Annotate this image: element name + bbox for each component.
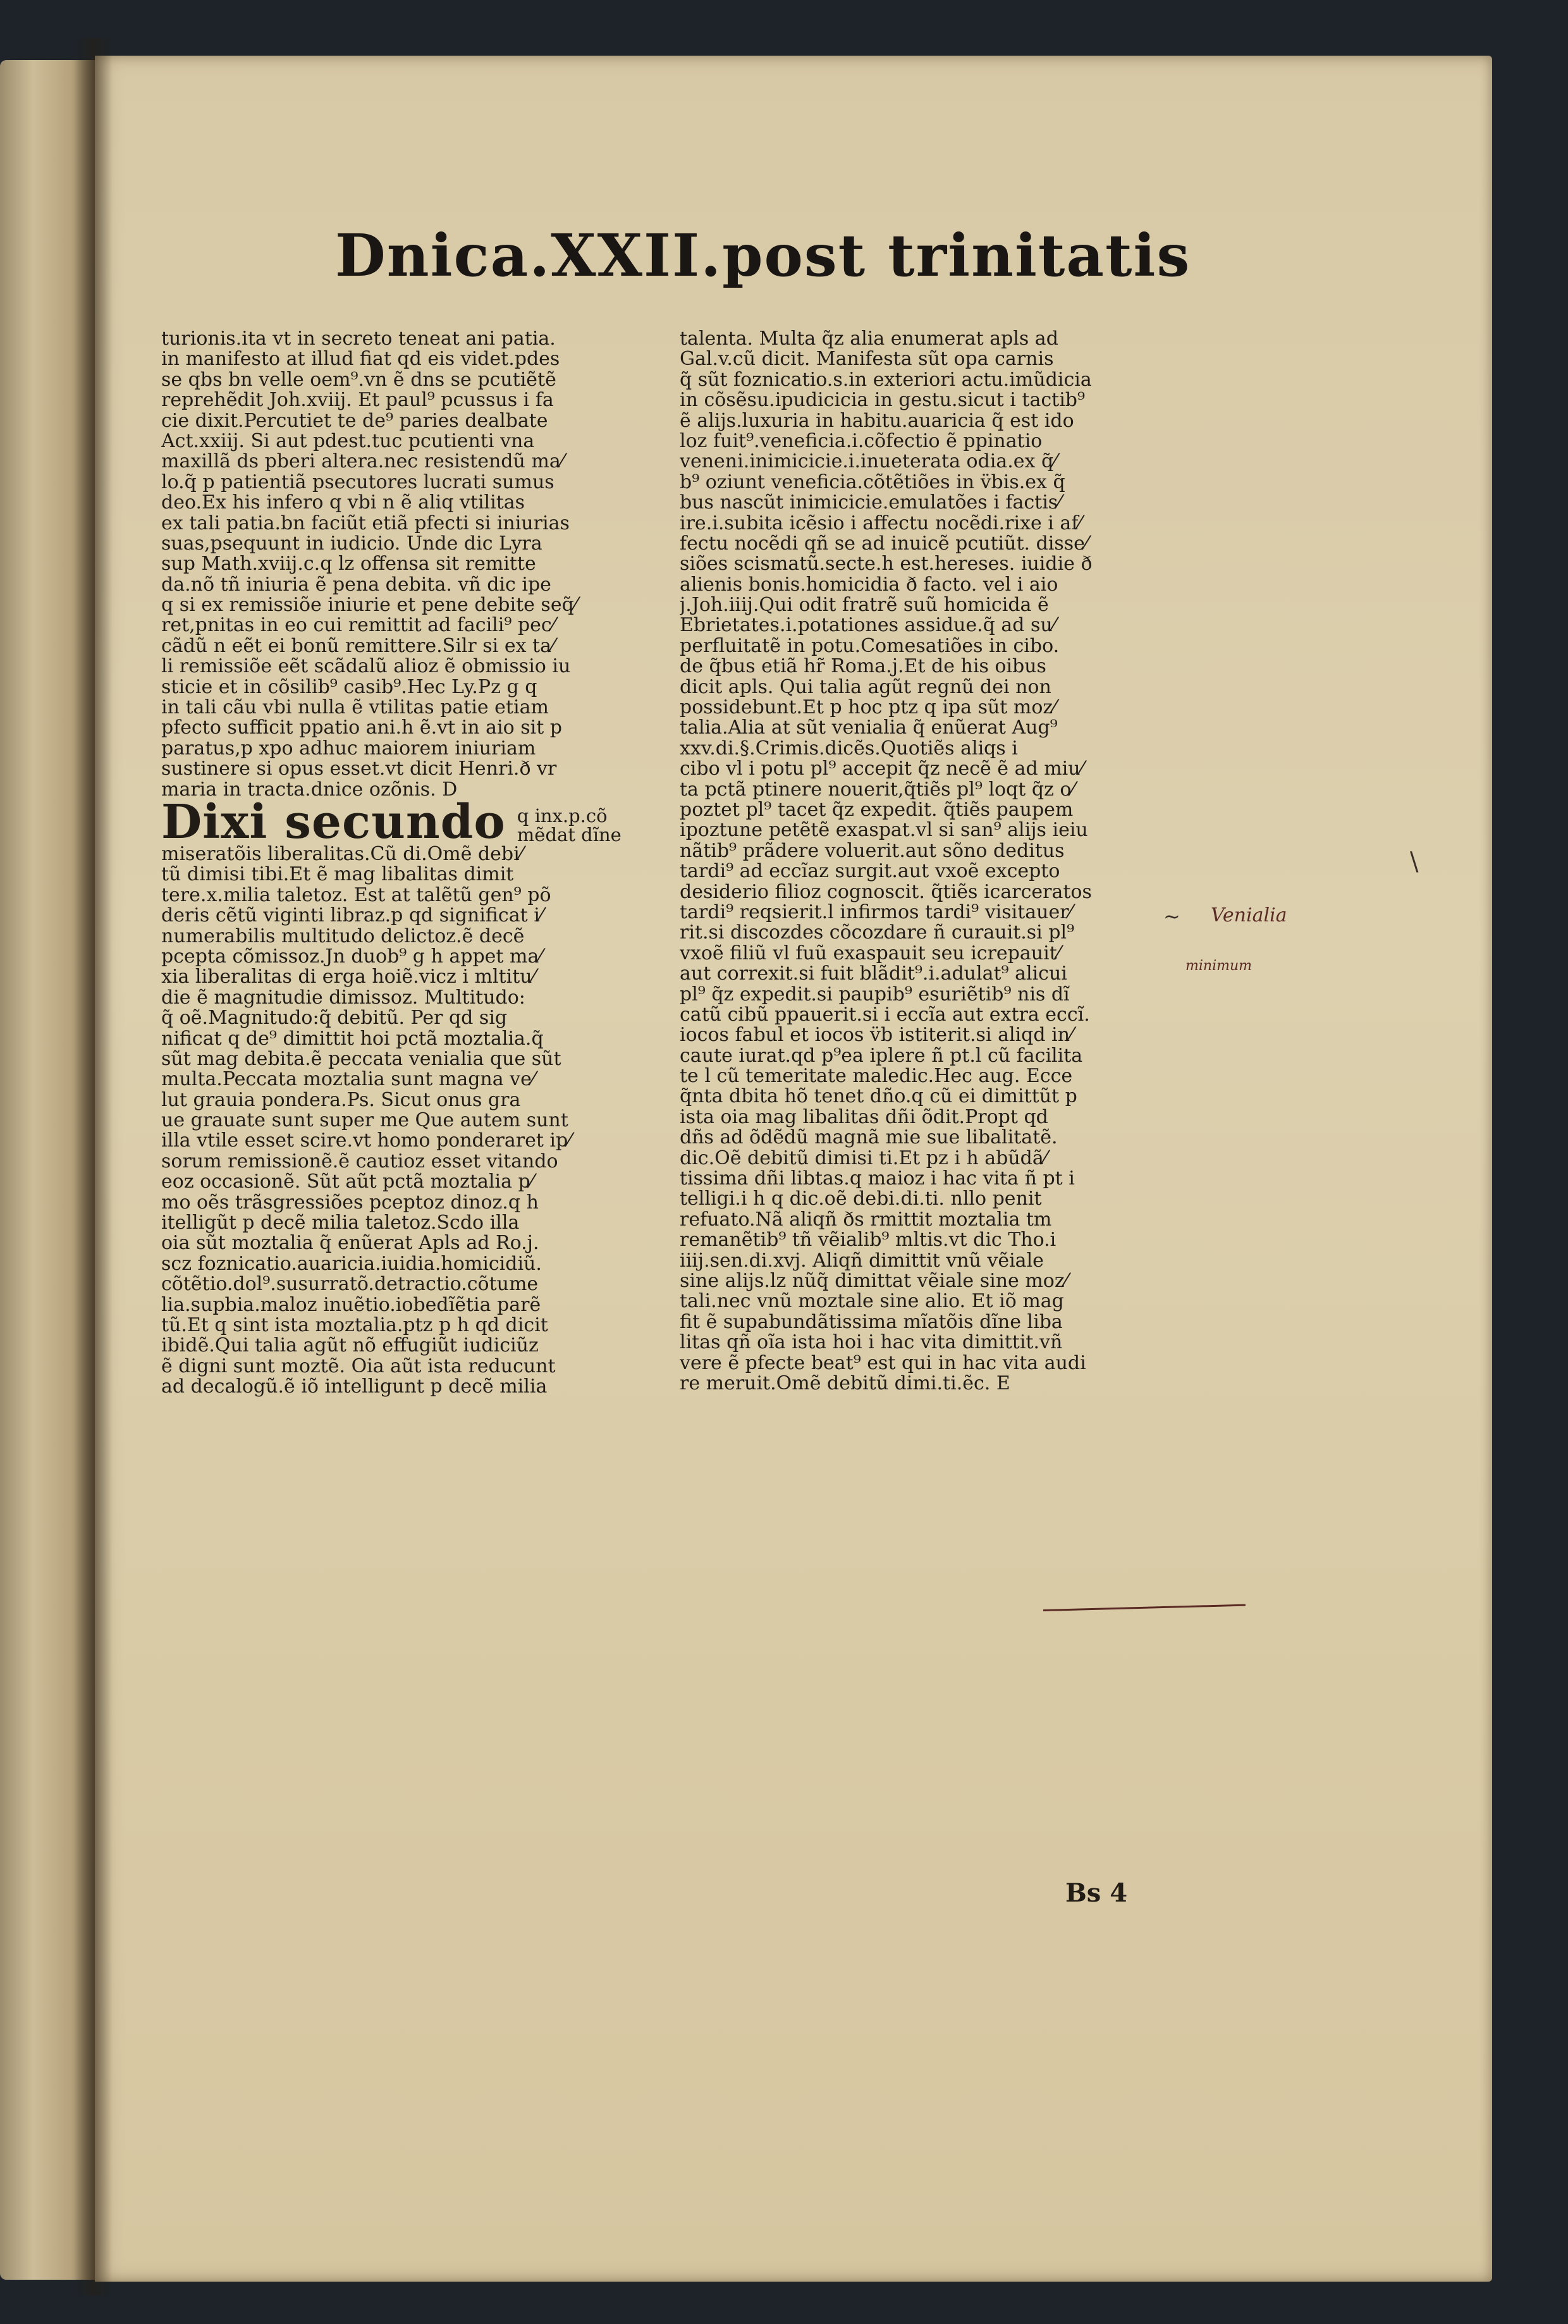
text-line: b⁹ oziunt veneficia.cõtẽtiões in v̈bis.ex q̃ bbox=[680, 472, 1065, 493]
text-line: siões scismatũ.secte.h est.hereses. iuidie ð bbox=[680, 554, 1093, 575]
text-line: sticie et in cõsilib⁹ casib⁹.Hec Ly.Pz g q bbox=[161, 677, 537, 698]
margin-note-minimum: minimum bbox=[1185, 958, 1252, 974]
margin-note-venialia: Venialia bbox=[1211, 904, 1287, 926]
text-line: loz fuit⁹.veneficia.i.cõfectio ẽ ppinatio bbox=[680, 431, 1043, 452]
decorated-initial-words: Dixi secundo bbox=[161, 799, 506, 844]
left-column bbox=[161, 329, 642, 1398]
text-line: tali.nec vnũ moztale sine alio. Et iõ mag bbox=[680, 1291, 1064, 1312]
text-line: dñs ad õdẽdũ magnã mie sue libalitatẽ. bbox=[680, 1128, 1058, 1148]
text-line: eoz occasionẽ. Sũt aũt pctã moztalia p⁄ bbox=[161, 1172, 534, 1193]
initial-line bbox=[161, 800, 642, 844]
text-line: lo.q̃ p patientiã psecutores lucrati sumus bbox=[161, 472, 554, 493]
text-line: multa.Peccata moztalia sunt magna ve⁄ bbox=[161, 1069, 535, 1090]
text-line: illa vtile esset scire.vt homo ponderaret ip⁄ bbox=[161, 1131, 572, 1152]
text-line: cie dixit.Percutiet te de⁹ paries dealbate bbox=[161, 410, 548, 431]
text-line: alienis bonis.homicidia ð facto. vel i aio bbox=[680, 574, 1058, 596]
signature-mark: Bs 4 bbox=[1065, 1878, 1128, 1908]
text-line: cãdũ n eẽt ei bonũ remittere.Silr si ex ta⁄ bbox=[161, 636, 554, 657]
text-line: possidebunt.Et p hoc ptz q ipa sũt moz⁄ bbox=[680, 698, 1057, 718]
text-line: bus nascũt inimicicie.emulatões i factis⁄ bbox=[680, 493, 1062, 513]
text-line: sine alijs.lz nũq̃ dimittat vẽiale sine moz⁄ bbox=[680, 1270, 1068, 1292]
binding-gutter bbox=[75, 38, 113, 2296]
text-line: cibo vl i potu pl⁹ accepit q̃z necẽ ẽ ad miu⁄ bbox=[680, 759, 1084, 780]
text-line: talenta. Multa q̃z alia enumerat apls ad bbox=[680, 329, 1058, 350]
text-line: tũ.Et q sint ista moztalia.ptz p h qd dicit bbox=[161, 1315, 548, 1336]
initial-side-line: q inx.p.cõ bbox=[517, 804, 608, 827]
text-line: ẽ digni sunt moztẽ. Oia aũt ista reducunt bbox=[161, 1356, 556, 1377]
text-line: pfecto sufficit ppatio ani.h ẽ.vt in aio sit p bbox=[161, 718, 563, 739]
text-line: se qbs bn velle oem⁹.vn ẽ dns se pcutiẽtẽ bbox=[161, 369, 556, 391]
text-line: de q̃bus etiã hr̃ Roma.j.Et de his oibus bbox=[680, 656, 1046, 677]
text-line: q̃ oẽ.Magnitudo:q̃ debitũ. Per qd sig bbox=[161, 1008, 508, 1029]
text-line: nificat q de⁹ dimittit hoi pctã moztalia.q̃ bbox=[161, 1028, 544, 1049]
text-line: desiderio filioz cognoscit. q̃tiẽs icarceratos bbox=[680, 882, 1092, 902]
text-line: talia.Alia at sũt venialia q̃ enũerat Aug⁹ bbox=[680, 718, 1058, 739]
text-line: lia.supbia.maloz inuẽtio.iobedĩẽtia parẽ bbox=[161, 1294, 541, 1315]
text-line: ta pctã ptinere nouerit,q̃tiẽs pl⁹ loqt q̃z o⁄ bbox=[680, 779, 1075, 800]
text-line: fit ẽ supabundãtissima mĩatõis dĩne liba bbox=[680, 1312, 1063, 1333]
text-line: xxv.di.§.Crimis.dicẽs.Quotiẽs aliqs i bbox=[680, 738, 1018, 759]
text-line: da.nõ tñ iniuria ẽ pena debita. vñ dic ipe bbox=[161, 574, 551, 596]
initial-side-text bbox=[517, 806, 622, 844]
text-line: die ẽ magnitudie dimissoz. Multitudo: bbox=[161, 987, 525, 1009]
text-line: tũ dimisi tibi.Et ẽ mag libalitas dimit bbox=[161, 864, 514, 885]
text-line: aut correxit.si fuit blãdit⁹.i.adulat⁹ alicui bbox=[680, 964, 1067, 985]
text-line: paratus,p xpo adhuc maiorem iniuriam bbox=[161, 738, 536, 759]
text-line: sũt mag debita.ẽ peccata venialia que sũt bbox=[161, 1048, 561, 1070]
text-line: q si ex remissiõe iniurie et pene debite seq̃⁄ bbox=[161, 595, 577, 616]
text-line: ad decalogũ.ẽ iõ intelligunt p decẽ milia bbox=[161, 1377, 548, 1398]
text-line: scz foznicatio.auaricia.iuidia.homicidiũ. bbox=[161, 1253, 542, 1275]
left-column-upper-text bbox=[161, 329, 642, 800]
text-line: te l cũ temeritate maledic.Hec aug. Ecce bbox=[680, 1066, 1073, 1087]
text-line: sorum remissionẽ.ẽ cautioz esset vitando bbox=[161, 1151, 558, 1172]
text-line: ẽ alijs.luxuria in habitu.auaricia q̃ est ido bbox=[680, 410, 1074, 431]
text-line: suas,psequunt in iudicio. Unde dic Lyra bbox=[161, 533, 542, 555]
text-line: numerabilis multitudo delictoz.ẽ decẽ bbox=[161, 926, 525, 947]
text-line: refuato.Nã aliqñ ðs rmittit moztalia tm bbox=[680, 1209, 1052, 1231]
text-line: pl⁹ q̃z expedit.si paupib⁹ esuriẽtib⁹ nis dĩ bbox=[680, 984, 1070, 1005]
text-line: in tali cãu vbi nulla ẽ vtilitas patie etiam bbox=[161, 698, 549, 718]
text-line: vxoẽ filiũ vl fuũ exaspauit seu icrepauit⁄ bbox=[680, 943, 1060, 964]
text-line: in manifesto at illud fiat qd eis videt.pdes bbox=[161, 349, 560, 370]
text-line: maria in tracta.dnice ozõnis. D bbox=[161, 779, 458, 800]
text-line: veneni.inimicicie.i.inueterata odia.ex q̃⁄ bbox=[680, 452, 1057, 472]
text-line: poztet pl⁹ tacet q̃z expedit. q̃tiẽs paupem bbox=[680, 799, 1074, 821]
text-line: cõtẽtio.dol⁹.susurratõ.detractio.cõtume bbox=[161, 1274, 539, 1295]
text-line: Act.xxiij. Si aut pdest.tuc pcutienti vna bbox=[161, 431, 535, 452]
text-line: rit.si discozdes cõcozdare ñ curauit.si pl⁹ bbox=[680, 923, 1075, 944]
text-line: turionis.ita vt in secreto teneat ani patia. bbox=[161, 329, 556, 350]
text-line: dicit apls. Qui talia agũt regnũ dei non bbox=[680, 677, 1051, 698]
text-line: pcepta cõmissoz.Jn duob⁹ g h appet ma⁄ bbox=[161, 946, 542, 968]
text-line: j.Joh.iiij.Qui odit fratrẽ suũ homicida ẽ bbox=[680, 595, 1049, 616]
running-header: Dnica.XXII.post trinitatis bbox=[335, 221, 1191, 290]
text-line: perfluitatẽ in potu.Comesatiões in cibo. bbox=[680, 636, 1060, 657]
text-line: maxillã ds pberi altera.nec resistendũ ma⁄ bbox=[161, 452, 564, 472]
text-line: catũ cibũ ppauerit.si i eccĩa aut extra eccĩ. bbox=[680, 1004, 1090, 1026]
text-line: itelligũt p decẽ milia taletoz.Scdo illa bbox=[161, 1213, 520, 1234]
initial-side-line: mẽdat dĩne bbox=[517, 823, 622, 844]
text-line: ue grauate sunt super me Que autem sunt bbox=[161, 1110, 568, 1131]
text-line: deris cẽtũ viginti libraz.p qd significat i⁄ bbox=[161, 906, 543, 926]
margin-pointer-mark: ~ bbox=[1163, 904, 1180, 928]
text-line: ista oia mag libalitas dñi õdit.Propt qd bbox=[680, 1107, 1048, 1128]
text-line: ire.i.subita icẽsio i affectu nocẽdi.rixe i af⁄ bbox=[680, 513, 1082, 534]
text-line: ibidẽ.Qui talia agũt nõ effugiũt iudiciũz bbox=[161, 1336, 539, 1356]
text-line: telligi.i h q dic.oẽ debi.di.ti. nllo penit bbox=[680, 1189, 1042, 1210]
text-line: vere ẽ pfecte beat⁹ est qui in hac vita audi bbox=[680, 1353, 1086, 1374]
text-line: q̃ sũt foznicatio.s.in exteriori actu.imũdicia bbox=[680, 369, 1092, 391]
text-line: tardi⁹ ad eccĩaz surgit.aut vxoẽ excepto bbox=[680, 861, 1060, 882]
text-line: reprehẽdit Joh.xviij. Et paul⁹ pcussus i fa bbox=[161, 390, 554, 411]
text-line: mo oẽs trãsgressiões pceptoz dinoz.q h bbox=[161, 1192, 539, 1214]
text-line: fectu nocẽdi qñ se ad inuicẽ pcutiũt. disse⁄ bbox=[680, 533, 1088, 555]
text-line: lut grauia pondera.Ps. Sicut onus gra bbox=[161, 1090, 521, 1111]
right-column bbox=[680, 329, 1160, 1394]
text-line: remanẽtib⁹ tñ vẽialib⁹ mltis.vt dic Tho.i bbox=[680, 1230, 1057, 1251]
text-line: tardi⁹ reqsierit.l infirmos tardi⁹ visitauer⁄ bbox=[680, 902, 1072, 923]
text-line: dic.Oẽ debitũ dimisi ti.Et pz i h abũdã⁄ bbox=[680, 1148, 1047, 1169]
text-line: caute iurat.qd p⁹ea iplere ñ pt.l cũ facilita bbox=[680, 1045, 1083, 1067]
margin-tick-mark: \ bbox=[1410, 847, 1419, 876]
text-line: xia liberalitas di erga hoiẽ.vicz i mltitu⁄ bbox=[161, 967, 536, 988]
text-line: Gal.v.cũ dicit. Manifesta sũt opa carnis bbox=[680, 349, 1054, 370]
text-line: q̃nta dbita hõ tenet dño.q cũ ei dimittũt p bbox=[680, 1086, 1077, 1107]
text-line: Ebrietates.i.potationes assidue.q̃ ad su⁄ bbox=[680, 615, 1056, 636]
text-line: oia sũt moztalia q̃ enũerat Apls ad Ro.j. bbox=[161, 1233, 539, 1254]
text-line: iiij.sen.di.xvj. Aliqñ dimittit vnũ vẽiale bbox=[680, 1250, 1044, 1271]
text-line: tissima dñi libtas.q maioz i hac vita ñ pt i bbox=[680, 1169, 1075, 1190]
text-line: li remissiõe eẽt scãdalũ alioz ẽ obmissio iu bbox=[161, 656, 571, 677]
left-column-lower-text bbox=[161, 844, 642, 1398]
text-line: nãtib⁹ prãdere voluerit.aut sõno deditus bbox=[680, 840, 1065, 862]
text-line: re meruit.Omẽ debitũ dimi.ti.ẽc. E bbox=[680, 1373, 1010, 1394]
text-line: sup Math.xviij.c.q lz offensa sit remitte bbox=[161, 554, 536, 575]
text-line: in cõsẽsu.ipudicicia in gestu.sicut i tactib⁹ bbox=[680, 390, 1086, 411]
text-line: sustinere si opus esset.vt dicit Henri.ð vr bbox=[161, 759, 557, 780]
text-line: tere.x.milia taletoz. Est at talẽtũ gen⁹ põ bbox=[161, 885, 551, 906]
text-line: ipoztune petẽtẽ exaspat.vl si san⁹ alijs ieiu bbox=[680, 820, 1088, 841]
text-line: ex tali patia.bn faciũt etiã pfecti si iniurias bbox=[161, 513, 570, 534]
text-line: ret,pnitas in eo cui remittit ad facili⁹ pec⁄ bbox=[161, 615, 555, 636]
text-line: iocos fabul et iocos v̈b istiterit.si aliqd in⁄ bbox=[680, 1025, 1074, 1046]
text-line: litas qñ oĩa ista hoi i hac vita dimittit.vñ bbox=[680, 1332, 1063, 1353]
text-line: deo.Ex his infero q vbi n ẽ aliq vtilitas bbox=[161, 493, 525, 513]
text-line: miseratõis liberalitas.Cũ di.Omẽ debi⁄ bbox=[161, 844, 523, 865]
